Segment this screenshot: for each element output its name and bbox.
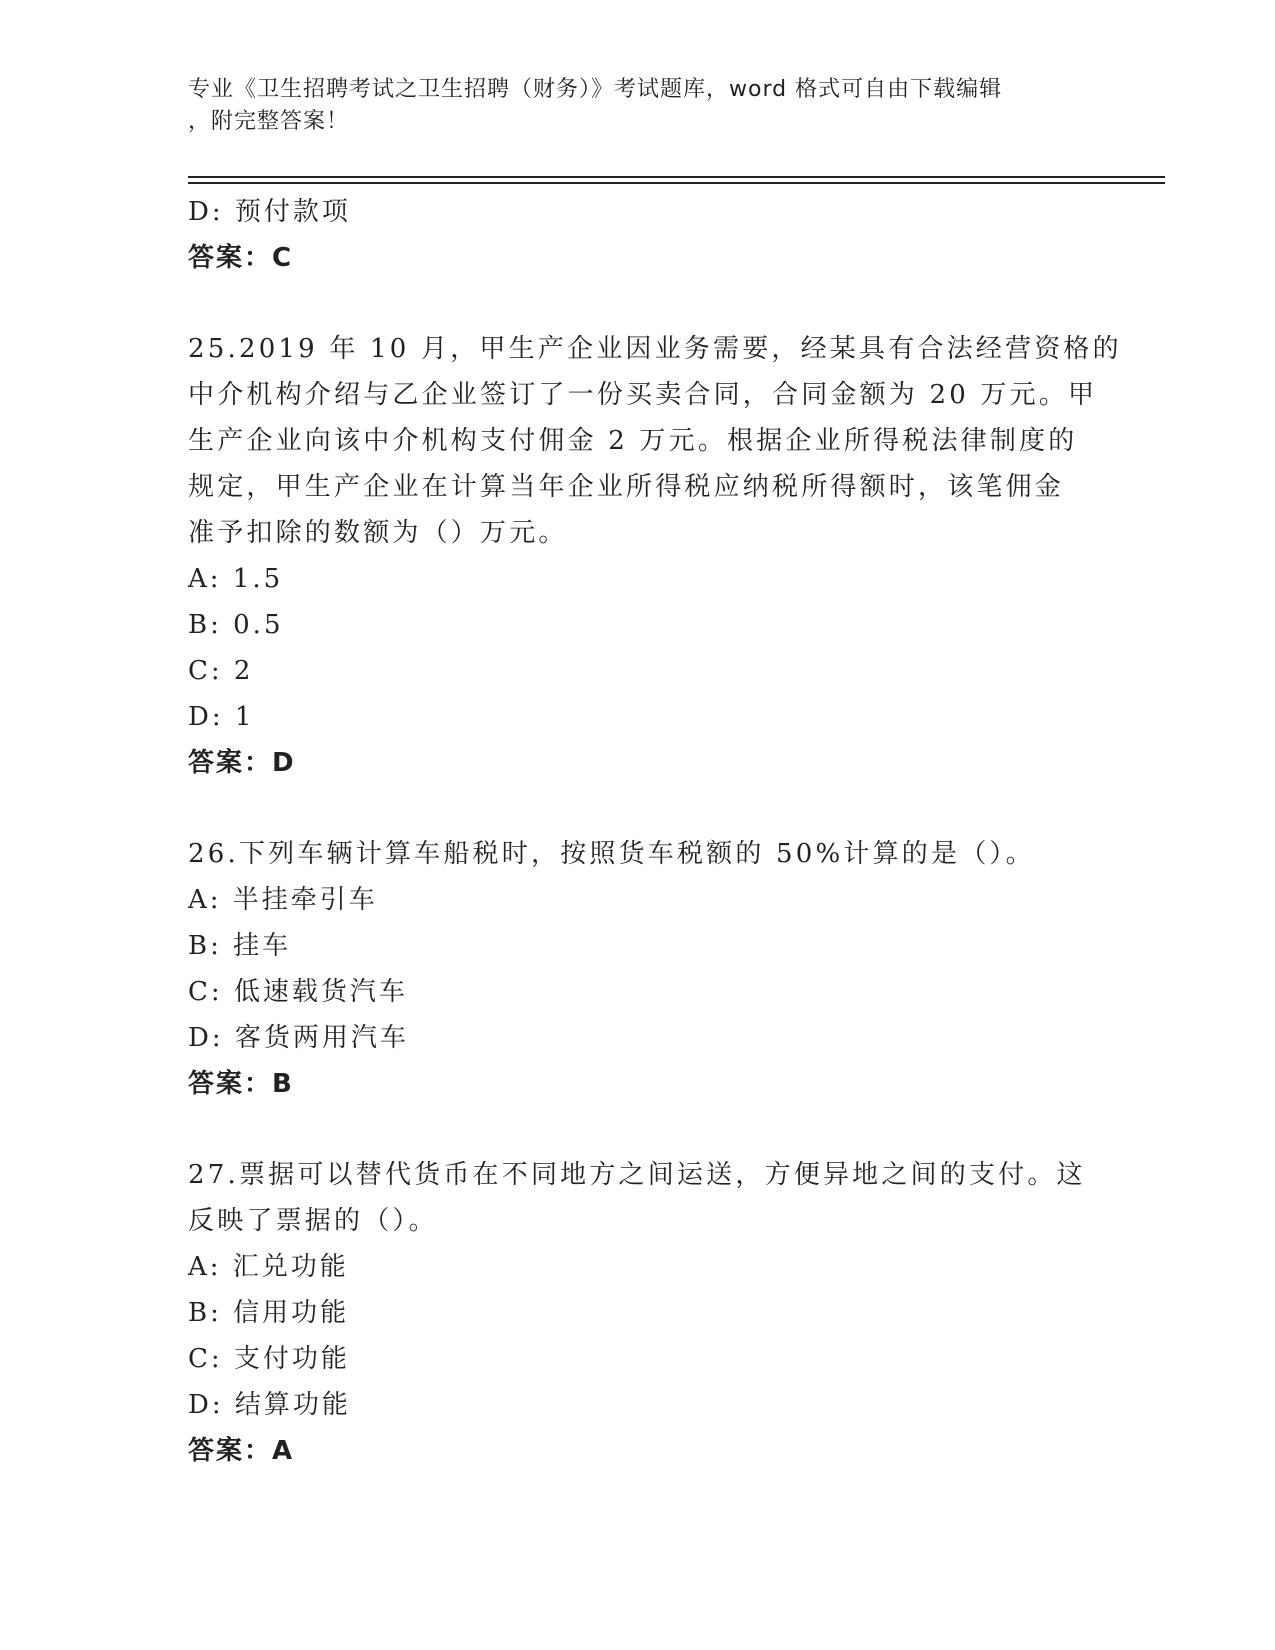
question-text-line: 26.下列车辆计算车船税时，按照货车税额的 50%计算的是（）。 xyxy=(188,839,1035,869)
question-text-line: 生产企业向该中介机构支付佣金 2 万元。根据企业所得税法律制度的 xyxy=(188,426,1078,456)
option-a: A: 汇兑功能 xyxy=(188,1252,349,1282)
question-text-line: 反映了票据的（）。 xyxy=(188,1206,438,1236)
option-b: B: 挂车 xyxy=(188,931,292,961)
header-line-1: 专业《卫生招聘考试之卫生招聘（财务）》考试题库，word 格式可自由下载编辑 xyxy=(188,77,1003,102)
spacer xyxy=(188,786,1078,831)
option-a: A: 半挂牵引车 xyxy=(188,885,378,915)
header-rule-top xyxy=(188,176,1165,178)
option-c: C: 支付功能 xyxy=(188,1344,350,1374)
option-a: A: 1.5 xyxy=(188,564,284,594)
question-text-line: 25.2019 年 10 月，甲生产企业因业务需要，经某具有合法经营资格的 xyxy=(188,334,1122,364)
option-d: D: 客货两用汽车 xyxy=(188,1023,409,1053)
option-c: C: 2 xyxy=(188,656,254,686)
answer: 答案：D xyxy=(188,748,296,778)
option-b: B: 0.5 xyxy=(188,610,284,640)
option-d: D: 1 xyxy=(188,702,255,732)
question-26 xyxy=(188,831,1078,1107)
spacer xyxy=(188,1107,1078,1152)
answer: 答案：B xyxy=(188,1069,294,1099)
answer: 答案：A xyxy=(188,1436,295,1466)
question-text-line: 规定，甲生产企业在计算当年企业所得税应纳税所得额时，该笔佣金 xyxy=(188,472,1065,502)
question-text-line: 27.票据可以替代货币在不同地方之间运送，方便异地之间的支付。这 xyxy=(188,1160,1086,1190)
document-header xyxy=(188,74,1068,138)
question-text-line: 中介机构介绍与乙企业签订了一份买卖合同，合同金额为 20 万元。甲 xyxy=(188,380,1098,410)
option-d: D: 结算功能 xyxy=(188,1390,351,1420)
question-27 xyxy=(188,1152,1086,1474)
question-25 xyxy=(188,326,1122,786)
header-rule-bottom xyxy=(188,182,1165,184)
option-d: D: 预付款项 xyxy=(188,197,351,227)
option-c: C: 低速载货汽车 xyxy=(188,977,408,1007)
question-content xyxy=(188,189,1122,1474)
spacer xyxy=(188,281,1078,326)
question-text-line: 准予扣除的数额为（）万元。 xyxy=(188,518,568,548)
answer: 答案：C xyxy=(188,243,294,273)
option-b: B: 信用功能 xyxy=(188,1298,350,1328)
header-line-2: ，附完整答案！ xyxy=(188,109,350,134)
